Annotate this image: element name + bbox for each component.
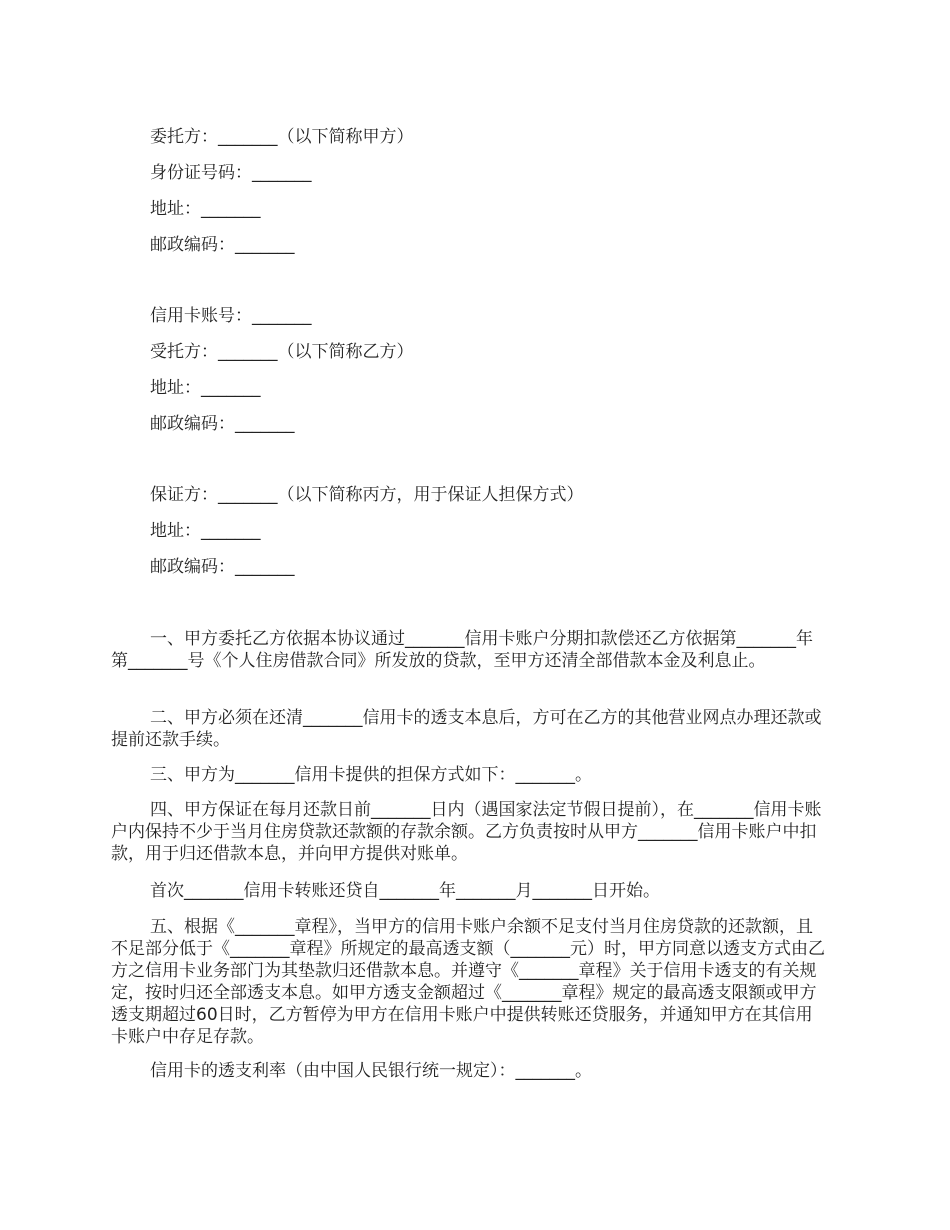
clause-5: 五、根据《_______章程》，当甲方的信用卡账户余额不足支付当月住房贷款的还款额，且不足部分低于《_______章程》所规定的最高透支额（_______元）时，甲方同意以透支方式由乙方之信用卡业务部门为其垫款归还借款本息。并遵守《_______章程》关于信用卡透支的有关规定，按时归还全部透支本息。如甲方透支金额超过《_______章程》规定的最高透支限额或甲方透支期超过60日时，乙方暂停为甲方在信用卡账户中提供转账还贷服务，并通知甲方在其信用卡账户中存足存款。	[111, 917, 825, 1047]
clause-1: 一、甲方委托乙方依据本协议通过_______信用卡账户分期扣款偿还乙方依据第_______年第_______号《个人住房借款合同》所发放的贷款，至甲方还清全部借款本金及利息止。	[111, 629, 813, 671]
guarantor-line: 保证方：_______（以下简称丙方，用于保证人担保方式）	[150, 485, 584, 505]
guarantor-address-line: 地址：_______	[150, 521, 261, 541]
principal-address-line: 地址：_______	[150, 199, 261, 219]
clause-4-first-transfer: 首次_______信用卡转账还贷自_______年_______月_______日开始。	[150, 881, 660, 901]
clause-5-overdraft-rate: 信用卡的透支利率（由中国人民银行统一规定）：_______。	[150, 1061, 592, 1081]
guarantor-postcode-line: 邮政编码：_______	[150, 557, 295, 577]
clause-2: 二、甲方必须在还清_______信用卡的透支本息后，方可在乙方的其他营业网点办理还款或提前还款手续。	[111, 708, 822, 750]
clause-4: 四、甲方保证在每月还款日前_______日内（遇国家法定节假日提前），在_______信用卡账户内保持不少于当月住房贷款还款额的存款余额。乙方负责按时从甲方_______信用卡账户中扣款，用于归还借款本息，并向甲方提供对账单。	[111, 800, 822, 864]
agent-address-line: 地址：_______	[150, 378, 261, 398]
card-account-line: 信用卡账号：_______	[150, 306, 312, 326]
principal-postcode-line: 邮政编码：_______	[150, 235, 295, 255]
agent-line: 受托方：_______（以下简称乙方）	[150, 342, 414, 362]
id-number-line: 身份证号码：_______	[150, 163, 312, 183]
principal-line: 委托方：_______（以下简称甲方）	[150, 127, 414, 147]
agent-postcode-line: 邮政编码：_______	[150, 414, 295, 434]
clause-3: 三、甲方为_______信用卡提供的担保方式如下：_______。	[150, 765, 592, 785]
